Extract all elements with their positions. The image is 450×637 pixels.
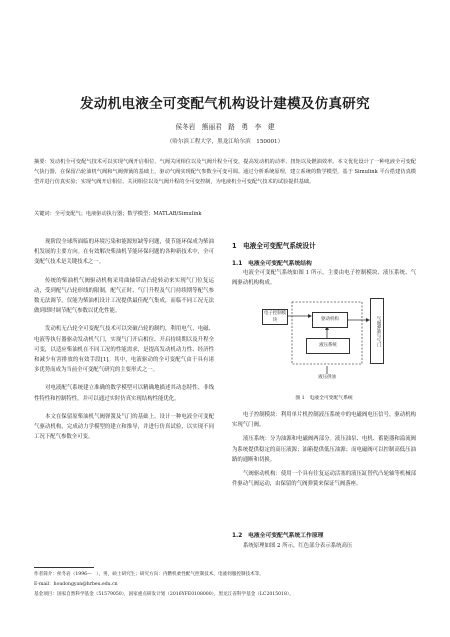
valve-box: 气阀弹簧与气门 <box>370 298 384 364</box>
author-list: 侯冬岩 熊丽君 路 勇 李 建 <box>175 123 275 131</box>
affiliation: （哈尔滨工程大学，黑龙江哈尔滨 150001） <box>166 139 284 145</box>
paragraph: 发动机无凸轮全可变配气技术可以突破凸轮的制约，利用电气、电磁、电液等执行器驱动发动机气门，实现气门开启相位、开启持续期以及升程全可变，以适应柴油机在不同工况的性能需求，是提高发动机动力性、经济性和减少有害排放的有效手段[1]。其中，电液驱动的全可变配气由于具有诸多优势而成为当前全可变配气研究的主要形式之一。 <box>34 326 214 374</box>
ecu-box: 电子控制模块 <box>262 309 288 325</box>
paragraph: 液压系统：分为油源和电磁阀两部分。液压油泵、电机、蓄能器和溢流阀为系统提供稳定的高压液源；油箱提供低压油源；而电磁阀可以控制高低压油路的通断和切换。 <box>232 436 416 463</box>
paper-title: 发动机电液全可变配气机构设计建模及仿真研究 <box>80 96 370 112</box>
left-column <box>34 237 214 442</box>
paragraph: 系统原理如图 2 所示，红色部分表示系统高压 <box>243 543 353 549</box>
paragraph: 对电液配气系统建立准确的数学模型可以精确地描述其动态特性、非线性特性和控制特性，并可以通过实时仿真实现结构性能优化。 <box>34 385 214 402</box>
footnote-email: E-mail：houdongyan@hrbeu.edu.cn <box>34 582 118 587</box>
figure-caption: 图 1 电液全可变配气系统 <box>295 396 353 401</box>
hydraulic-box: 液压系统 <box>306 338 350 354</box>
flow-label: 液压供油 <box>318 375 336 380</box>
subsection-heading: 1.2 电液全可变配气系统工作原理 <box>232 533 324 539</box>
abstract: 摘要：发动机全可变配气技术可以实现气阀开启相位、气阀关闭相位以及气阀升程全可变，提高发动机的动率、扭矩以及燃油效率。本文优化设计了一种电液全可变配气执行器，在保留凸轮油机气阀和气阀弹簧的基础上，驱动气阀实现配气参数全可变可调。通过分析系统原理，建立系统的数学模型，基于 Simulink 平台搭建仿真模型并进行仿真实验；实现气阀开启相位、关闭相位以及气阀升程的全可变控制，为电液机全可变配气技术的试验提供基础。 <box>34 159 416 185</box>
right-column-text <box>232 410 416 489</box>
section-text <box>232 268 416 288</box>
drive-box: 驱动机构 <box>312 312 348 328</box>
footnote-author: 作者简介：侯冬岩（1996— ），男，硕士研究生；研究方向：内燃机柔性配气控制技术、电液伺服控制技术等。 <box>34 572 264 577</box>
paragraph: 本文在保留原柴油机气阀弹簧及气门的基础上，设计一种电液全可变配气驱动机构，完成动力学模型的建立和推导，并进行仿真试验，以实现不同工况下配气参数全可变。 <box>34 413 214 441</box>
paragraph: 现阶段全球所面临的环境污染和能源短缺等问题，使节能环保成为柴油机发展的主要方向。在有效解决柴油机节能环保问题的各种新技术中，全可变配气技术是关键技术之一。 <box>34 239 214 266</box>
paragraph: 电子控制模块：利用单片机控制液压系统中的电磁阀电压信号，驱动机构实现气门阀。 <box>232 412 416 429</box>
section-heading: 1 电液全可变配气系统设计 <box>232 242 316 250</box>
subsection-heading: 1.1 电液全可变配气系统结构 <box>232 261 312 267</box>
footnote-rule <box>34 567 94 568</box>
figure-1-diagram <box>262 294 388 386</box>
paragraph: 电液全可变配气系统如图 1 所示，主要由电子控制模块、液压系统、气阀驱动机构构成。 <box>232 270 416 287</box>
footnote-funding: 基金项目：国家自然科学基金（51579050），国家重点研发计划（2016YFE0108000），黑龙江省科学基金（LC2015018）。 <box>34 592 294 597</box>
keywords: 关键词：全可变配气；电液驱动执行器；数学模型；MATLAB/Simulink <box>34 211 202 217</box>
paragraph: 传统的柴油机气阀驱动机构采用曲轴带动凸轮转动来实现气门位复运动，受到配气凸轮形线的限制，配气正时、气门升程及气门持续期等配气参数无法调节，仅能为柴油机设计工况提供最佳配气集成，而临不同工况无法做到即时调节配气参数以优化性能。 <box>34 277 214 315</box>
paragraph: 气阀驱动机构：使用一个具有往复运动活塞的液压缸替代凸轮轴等机械部件驱动气阀运动，由保留的气阀弹簧来保证气阀落座。 <box>232 471 416 488</box>
section-text <box>232 541 416 551</box>
